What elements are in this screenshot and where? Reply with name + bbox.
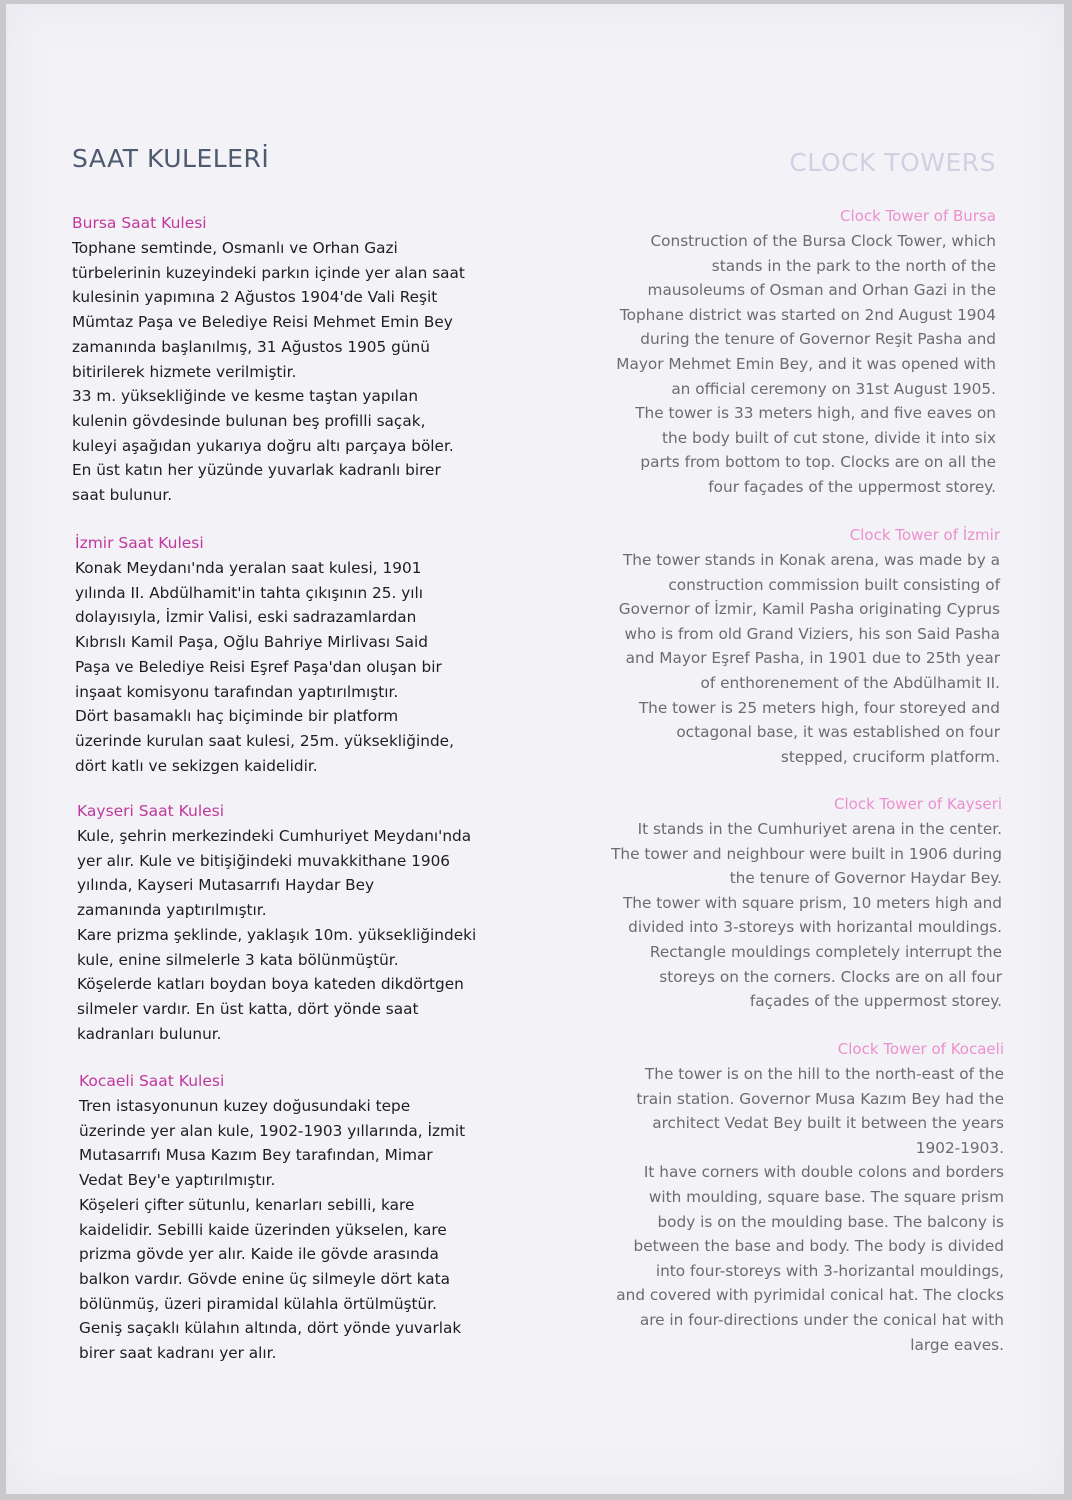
section-body: Kule, şehrin merkezindeki Cumhuriyet Meydanı'nda yer alır. Kule ve bitişiğindeki muvakkithane 1906 yılında, Kayseri Mutasarrıfı Haydar Bey zamanında yaptırılmıştır. Kare prizma şeklinde, yaklaşık 10m. yüksekliğindeki kule, enine silmelerle 3 kata bölünmüştür. Köşelerde katları boydan boya kateden dikdörtgen silmeler vardır. En üst katta, dört yönde saat kadranları bulunur. [77, 827, 477, 1043]
section-kayseri-tr [77, 802, 527, 1046]
section-body: The tower stands in Konak arena, was made by a construction commission built consisting of Governor of İzmir, Kamil Pasha originating Cyprus who is from old Grand Viziers, his son Said Pasha and Mayor Eşref Pasha, in 1901 due to 25th year of enthorenement of the Abdülhamit II. The tower is 25 meters high, four storeyed and octagonal base, it was established on four stepped, cruciform platform. [618, 551, 1000, 766]
section-heading: Clock Tower of Bursa [840, 207, 996, 225]
section-body: Konak Meydanı'nda yeralan saat kulesi, 1901 yılında II. Abdülhamit'in tahta çıkışının 25. yılı dolayısıyla, İzmir Valisi, eski sadrazamlardan Kıbrıslı Kamil Paşa, Oğlu Bahriye Mirlivası Said Paşa ve Belediye Reisi Eşref Paşa'dan oluşan bir inşaat komisyonu tarafından yaptırılmıştır. Dört basamaklı haç biçiminde bir platform üzerinde kurulan saat kulesi, 25m. yüksekliğinde, dört katlı ve sekizgen kaidelidir. [75, 559, 454, 775]
document-page [6, 4, 1064, 1494]
section-heading: Clock Tower of Kocaeli [837, 1040, 1004, 1058]
section-kocaeli-en [564, 1040, 1004, 1357]
section-heading: Clock Tower of Kayseri [834, 795, 1002, 813]
section-bursa-en [556, 207, 996, 500]
section-body: The tower is on the hill to the north-east of the train station. Governor Musa Kazım Bey had the architect Vedat Bey built it between the years 1902-1903. It have corners with double colons and borders with moulding, square base. The square prism body is on the moulding base. The balcony is between the base and body. The body is divided into four-storeys with 3-horizantal mouldings, and covered with pyrimidal conical hat. The clocks are in four-directions under the conical hat with large eaves. [616, 1065, 1004, 1354]
section-body: Tren istasyonunun kuzey doğusundaki tepe üzerinde yer alan kule, 1902-1903 yıllarında, İzmit Mutasarrıfı Musa Kazım Bey tarafından, Mimar Vedat Bey'e yaptırılmıştır. Köşeleri çifter sütunlu, kenarları sebilli, kare kaidelidir. Sebilli kaide üzerinden yükselen, kare prizma gövde yer alır. Kaide ile gövde arasında balkon vardır. Gövde enine üç silmeyle dört kata bölünmüş, üzeri piramidal külahla örtülmüştür. Geniş saçaklı külahın altında, dört yönde yuvarlak birer saat kadranı yer alır. [79, 1097, 466, 1363]
section-heading: Clock Tower of İzmir [849, 526, 1000, 544]
section-izmir-en [560, 526, 1000, 769]
section-body: It stands in the Cumhuriyet arena in the center. The tower and neighbour were built in 1906 during the tenure of Governor Haydar Bey. The tower with square prism, 10 meters high and divided into 3-storeys with horizantal mouldings. Rectangle mouldings completely interrupt the storeys on the corners. Clocks are on all four façades of the uppermost storey. [611, 820, 1002, 1011]
section-body: Tophane semtinde, Osmanlı ve Orhan Gazi türbelerinin kuzeyindeki parkın içinde yer alan saat kulesinin yapımına 2 Ağustos 1904'de Vali Reşit Mümtaz Paşa ve Belediye Reisi Mehmet Emin Bey zamanında başlanılmış, 31 Ağustos 1905 günü bitirilerek hizmete verilmiştir. 33 m. yüksekliğinde ve kesme taştan yapılan kulenin gövdesinde bulunan beş profilli saçak, kuleyi aşağıdan yukarıya doğru altı parçaya böler. En üst katın her yüzünde yuvarlak kadranlı birer saat bulunur. [72, 239, 465, 505]
section-heading: İzmir Saat Kulesi [75, 534, 204, 552]
section-heading: Kocaeli Saat Kulesi [79, 1072, 225, 1090]
page-title-turkish: SAAT KULELERİ [72, 144, 270, 173]
section-heading: Bursa Saat Kulesi [72, 214, 207, 232]
section-bursa-tr [72, 214, 522, 508]
section-body: Construction of the Bursa Clock Tower, which stands in the park to the north of the mausoleums of Osman and Orhan Gazi in the Tophane district was started on 2nd August 1904 during the tenure of Governor Reşit Pasha and Mayor Mehmet Emin Bey, and it was opened with an official ceremony on 31st August 1905. The tower is 33 meters high, and five eaves on the body built of cut stone, divide it into six parts from bottom to top. Clocks are on all the four façades of the uppermost storey. [616, 232, 996, 496]
section-heading: Kayseri Saat Kulesi [77, 802, 225, 820]
section-izmir-tr [75, 534, 525, 778]
section-kocaeli-tr [79, 1072, 529, 1366]
section-kayseri-en [562, 795, 1002, 1014]
page-title-english: CLOCK TOWERS [789, 148, 996, 177]
